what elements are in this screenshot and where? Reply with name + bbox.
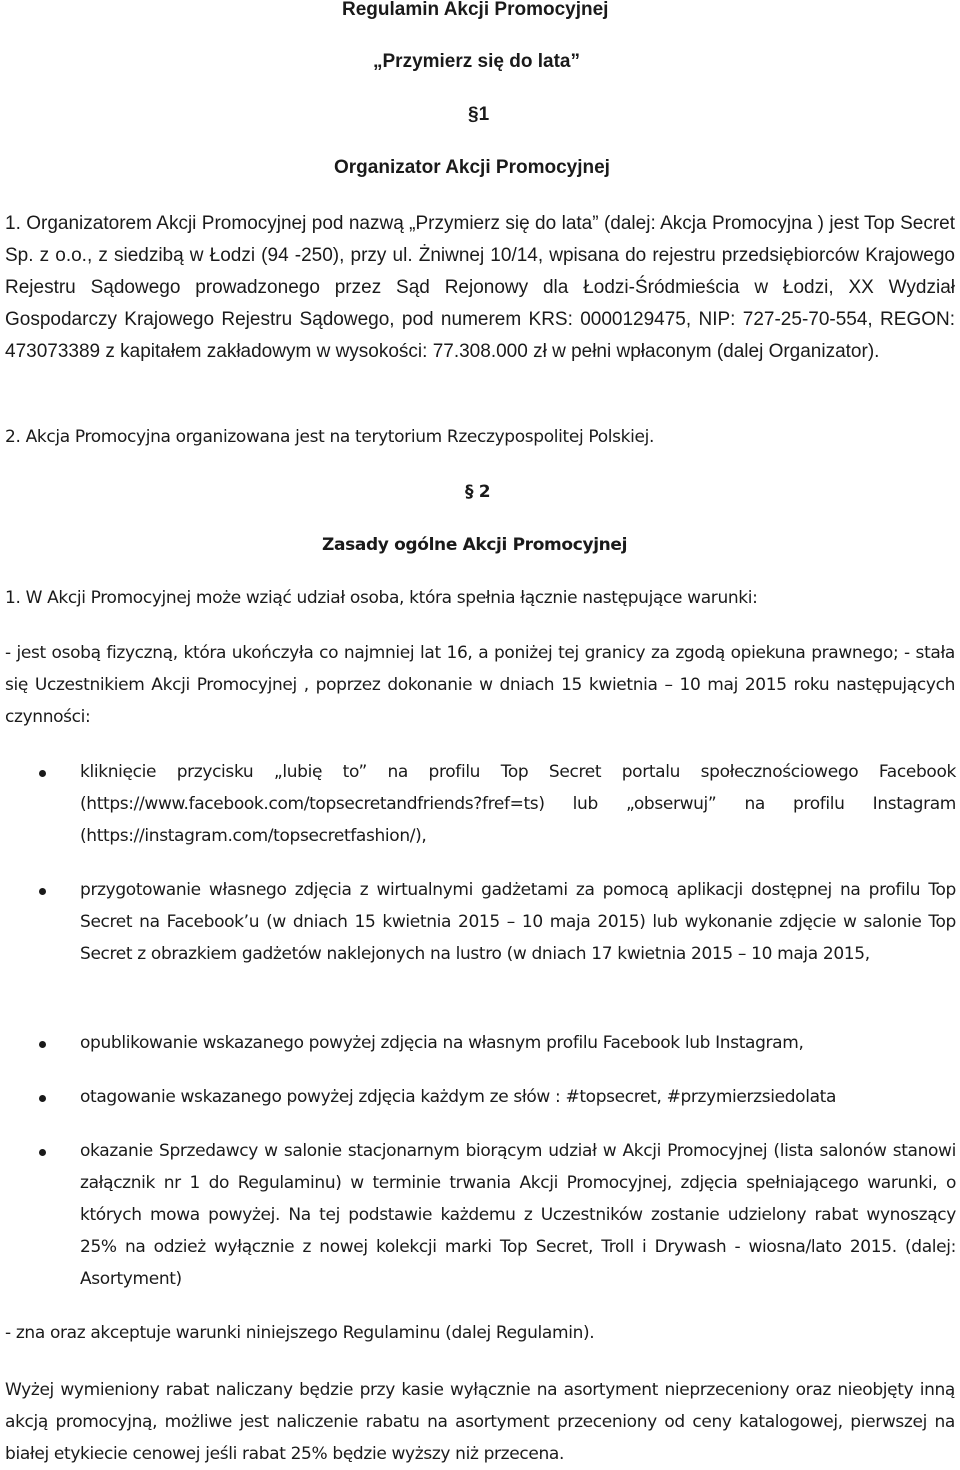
bullet-icon (39, 1149, 46, 1156)
bullet-icon (39, 770, 46, 777)
section-2-number: § 2 (465, 482, 491, 502)
bullet-icon (39, 888, 46, 895)
section-2-paragraph-2: - jest osobą fizyczną, która ukończyła co najmniej lat 16, a poniżej tej granicy za zgodą opiekuna prawnego; - stała się Uczestnikiem Akcji Promocyjnej , poprzez dokonanie w dniach 15 kwietnia – 10 maj 2015 roku następujących czynności: (5, 643, 955, 727)
section-1-paragraph-1: 1. Organizatorem Akcji Promocyjnej pod nazwą „Przymierz się do lata” (dalej: Akcja Promocyjna ) jest Top Secret Sp. z o.o., z siedzibą w Łodzi (94 -250), przy ul. Żniwnej 10/14, wpisana do rejestru przedsiębiorców Krajowego Rejestru Sądowego prowadzonego przez Sąd Rejonowy dla Łodzi-Śródmieścia w Łodzi, XX Wydział Gospodarczy Krajowego Rejestru Sądowego, pod numerem KRS: 0000129475, NIP: 727-25-70-554, REGON: 473073389 z kapitałem zakładowym w wysokości: 77.308.000 zł w pełni wpłaconym (dalej Organizator). (5, 213, 955, 362)
section-1-paragraph-2: 2. Akcja Promocyjna organizowana jest na terytorium Rzeczypospolitej Polskiej. (5, 427, 655, 447)
section-1-number: §1 (468, 104, 490, 125)
section-2-heading: Zasady ogólne Akcji Promocyjnej (322, 535, 628, 555)
list-item-text: przygotowanie własnego zdjęcia z wirtualnymi gadżetami za pomocą aplikacji dostępnej na profilu Top Secret na Facebook’u (w dniach 15 kwietnia 2015 – 10 maja 2015) lub wykonanie zdjęcie w salonie Top Secret z obrazkiem gadżetów naklejonych na lustro (w dniach 17 kwietnia 2015 – 10 maja 2015, (80, 880, 956, 964)
section-1-heading: Organizator Akcji Promocyjnej (334, 157, 610, 178)
bullet-icon (39, 1041, 46, 1048)
section-2-paragraph-3: - zna oraz akceptuje warunki niniejszego Regulaminu (dalej Regulamin). (5, 1323, 595, 1343)
promotion-name: „Przymierz się do lata” (373, 51, 580, 72)
bullet-icon (39, 1095, 46, 1102)
list-item-text: kliknięcie przycisku „lubię to” na profilu Top Secret portalu społecznościowego Facebook (https://www.facebook.com/topsecretandfriends?fref=ts) lub „obserwuj” na profilu Instagram (https://instagram.com/topsecretfashion/), (80, 762, 956, 846)
section-2-paragraph-1: 1. W Akcji Promocyjnej może wziąć udział osoba, która spełnia łącznie następujące warunki: (5, 588, 758, 608)
list-item-text: otagowanie wskazanego powyżej zdjęcia każdym ze słów : #topsecret, #przymierzsiedolata (80, 1087, 837, 1107)
list-item-text: opublikowanie wskazanego powyżej zdjęcia na własnym profilu Facebook lub Instagram, (80, 1033, 804, 1053)
section-2-paragraph-4: Wyżej wymieniony rabat naliczany będzie przy kasie wyłącznie na asortyment nieprzeceniony oraz nieobjęty inną akcją promocyjną, możliwe jest naliczenie rabatu na asortyment przeceniony od ceny katalogowej, pierwszej na białej etykiecie cenowej jeśli rabat 25% będzie wyższy niż przecena. (5, 1380, 955, 1464)
document-title: Regulamin Akcji Promocyjnej (342, 0, 609, 20)
list-item-text: okazanie Sprzedawcy w salonie stacjonarnym biorącym udział w Akcji Promocyjnej (lista salonów stanowi załącznik nr 1 do Regulaminu) w terminie trwania Akcji Promocyjnej, zdjęcia spełniającego warunki, o których mowa powyżej. Na tej podstawie każdemu z Uczestników zostanie udzielony rabat wynoszący 25% na odzież wyłącznie z nowej kolekcji marki Top Secret, Troll i Drywash - wiosna/lato 2015. (dalej: Asortyment) (80, 1141, 956, 1289)
